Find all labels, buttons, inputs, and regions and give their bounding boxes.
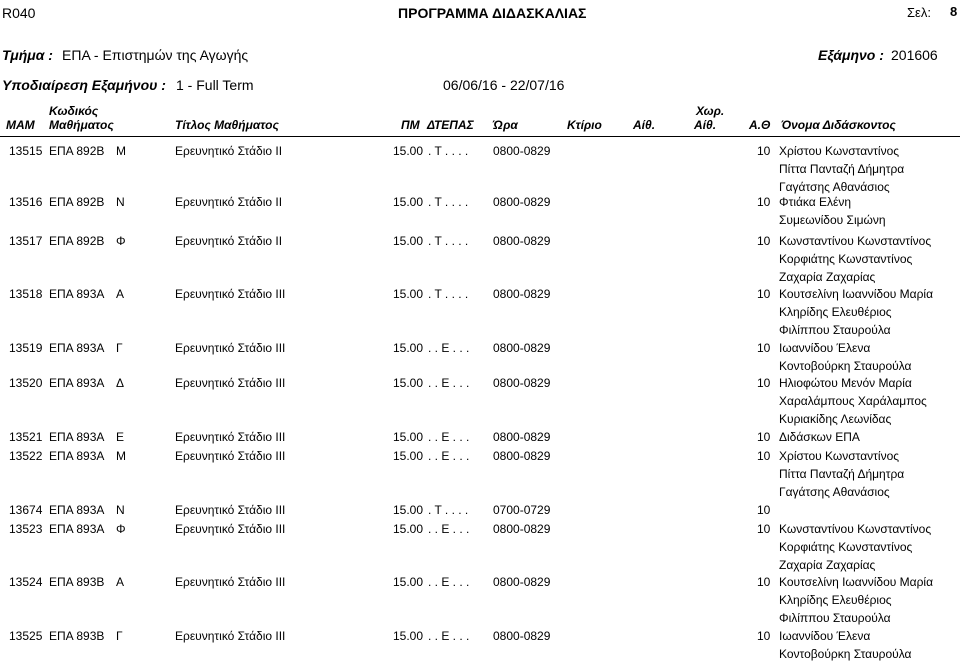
cell-capacity: 10: [757, 449, 771, 463]
cell-mam: 13525: [9, 629, 43, 643]
cell-teacher: Κορφιάτης Κωνσταντίνος: [779, 540, 913, 554]
cell-teacher: Κουτσελίνη Ιωαννίδου Μαρία: [779, 287, 934, 301]
cell-pm: 15.00: [393, 234, 424, 248]
cell-title: Ερευνητικό Στάδιο ΙΙΙ: [175, 629, 286, 643]
cell-teacher: Πίττα Πανταζή Δήμητρα: [779, 467, 905, 481]
cell-teacher: Κωνσταντίνου Κωνσταντίνος: [779, 234, 932, 248]
cell-teacher: Κληρίδης Ελευθέριος: [779, 593, 892, 607]
cell-section: Γ: [116, 629, 123, 643]
cell-title: Ερευνητικό Στάδιο ΙΙΙ: [175, 522, 286, 536]
table-row: [0, 195, 960, 227]
cell-teacher: Πίττα Πανταζή Δήμητρα: [779, 162, 905, 176]
cell-course-code: ΕΠΑ 893Α: [49, 522, 105, 536]
cell-pm: 15.00: [393, 341, 424, 355]
cell-teacher: Φιλίππου Σταυρούλα: [779, 323, 891, 337]
cell-teacher: Κοντοβούρκη Σταυρούλα: [779, 359, 912, 373]
col-capacity-top: Χωρ.: [696, 104, 725, 118]
cell-hour: 0800-0829: [493, 341, 551, 355]
cell-days: . . Ε . . .: [428, 575, 470, 589]
cell-title: Ερευνητικό Στάδιο ΙΙ: [175, 195, 283, 209]
cell-section: Α: [116, 287, 125, 301]
cell-mam: 13517: [9, 234, 43, 248]
cell-teacher: Χρίστου Κωνσταντίνος: [779, 144, 900, 158]
cell-days: . Τ . . . .: [428, 144, 469, 158]
cell-mam: 13516: [9, 195, 43, 209]
table-row: [0, 430, 960, 449]
cell-days: . . Ε . . .: [428, 629, 470, 643]
table-row: [0, 522, 960, 572]
cell-capacity: 10: [757, 575, 771, 589]
cell-pm: 15.00: [393, 503, 424, 517]
cell-pm: 15.00: [393, 575, 424, 589]
cell-days: . . Ε . . .: [428, 449, 470, 463]
cell-capacity: 10: [757, 341, 771, 355]
cell-pm: 15.00: [393, 629, 424, 643]
cell-days: . Τ . . . .: [428, 287, 469, 301]
cell-teacher: Ζαχαρία Ζαχαρίας: [779, 558, 876, 572]
subdivision-label: Υποδιαίρεση Εξαμήνου :: [2, 77, 166, 93]
cell-course-code: ΕΠΑ 892Β: [49, 144, 105, 158]
cell-capacity: 10: [757, 629, 771, 643]
cell-title: Ερευνητικό Στάδιο ΙΙΙ: [175, 287, 286, 301]
cell-course-code: ΕΠΑ 893Β: [49, 575, 105, 589]
cell-teacher: Χαραλάμπους Χαράλαμπος: [779, 394, 927, 408]
cell-pm: 15.00: [393, 287, 424, 301]
cell-title: Ερευνητικό Στάδιο ΙΙΙ: [175, 503, 286, 517]
cell-course-code: ΕΠΑ 893Α: [49, 376, 105, 390]
cell-teacher: Χρίστου Κωνσταντίνος: [779, 449, 900, 463]
cell-section: Ε: [116, 430, 125, 444]
col-hour: Ώρα: [493, 118, 518, 132]
cell-teacher: Ζαχαρία Ζαχαρίας: [779, 270, 876, 284]
cell-teacher: Κυριακίδης Λεωνίδας: [779, 412, 892, 426]
col-building: Κτίριο: [567, 118, 602, 132]
cell-teacher: Κορφιάτης Κωνσταντίνος: [779, 252, 913, 266]
col-teacher: Όνομα Διδάσκοντος: [781, 118, 896, 132]
cell-hour: 0800-0829: [493, 234, 551, 248]
cell-mam: 13518: [9, 287, 43, 301]
cell-section: Δ: [116, 376, 125, 390]
table-row: [0, 503, 960, 522]
col-days: ΔΤΕΠΑΣ: [427, 118, 474, 132]
cell-title: Ερευνητικό Στάδιο ΙΙΙ: [175, 341, 286, 355]
cell-teacher: Συμεωνίδου Σιμώνη: [779, 213, 886, 227]
cell-section: Φ: [116, 522, 126, 536]
table-row: [0, 629, 960, 661]
report-title: ΠΡΟΓΡΑΜΜΑ ΔΙΔΑΣΚΑΛΙΑΣ: [398, 5, 587, 21]
cell-teacher: Κοντοβούρκη Σταυρούλα: [779, 647, 912, 661]
semester-label: Εξάμηνο :: [818, 47, 884, 63]
cell-course-code: ΕΠΑ 893Β: [49, 629, 105, 643]
date-range: 06/06/16 - 22/07/16: [443, 77, 565, 93]
cell-section: Μ: [116, 144, 126, 158]
cell-section: Ν: [116, 503, 125, 517]
cell-days: . . Ε . . .: [428, 522, 470, 536]
col-ath: Α.Θ: [749, 118, 771, 132]
cell-course-code: ΕΠΑ 893Α: [49, 503, 105, 517]
cell-hour: 0800-0829: [493, 629, 551, 643]
cell-section: Φ: [116, 234, 126, 248]
cell-course-code: ΕΠΑ 893Α: [49, 449, 105, 463]
cell-mam: 13515: [9, 144, 43, 158]
cell-days: . . Ε . . .: [428, 376, 470, 390]
cell-hour: 0800-0829: [493, 449, 551, 463]
cell-capacity: 10: [757, 376, 771, 390]
table-row: [0, 575, 960, 625]
report-code: R040: [2, 5, 36, 21]
cell-mam: 13523: [9, 522, 43, 536]
col-title: Τίτλος Μαθήματος: [175, 118, 279, 132]
cell-mam: 13520: [9, 376, 43, 390]
cell-hour: 0800-0829: [493, 195, 551, 209]
cell-pm: 15.00: [393, 144, 424, 158]
cell-pm: 15.00: [393, 522, 424, 536]
table-row: [0, 341, 960, 373]
col-mam: MAM: [6, 118, 35, 132]
cell-teacher: Διδάσκων ΕΠΑ: [779, 430, 860, 444]
cell-teacher: Κουτσελίνη Ιωαννίδου Μαρία: [779, 575, 934, 589]
cell-section: Ν: [116, 195, 125, 209]
cell-teacher: Γαγάτσης Αθανάσιος: [779, 485, 890, 499]
cell-capacity: 10: [757, 287, 771, 301]
cell-hour: 0800-0829: [493, 522, 551, 536]
col-pm: ΠΜ: [401, 118, 420, 132]
cell-course-code: ΕΠΑ 893Α: [49, 287, 105, 301]
header-divider: [0, 136, 960, 137]
cell-days: . Τ . . . .: [428, 234, 469, 248]
cell-title: Ερευνητικό Στάδιο ΙΙΙ: [175, 430, 286, 444]
cell-days: . Τ . . . .: [428, 195, 469, 209]
page-label: Σελ:: [907, 5, 931, 20]
cell-days: . . Ε . . .: [428, 430, 470, 444]
cell-teacher: Ηλιοφώτου Μενόν Μαρία: [779, 376, 912, 390]
cell-pm: 15.00: [393, 449, 424, 463]
subdivision-value: 1 - Full Term: [176, 77, 254, 93]
cell-mam: 13522: [9, 449, 43, 463]
cell-capacity: 10: [757, 234, 771, 248]
col-capacity-bottom: Αίθ.: [694, 118, 717, 132]
cell-teacher: Κληρίδης Ελευθέριος: [779, 305, 892, 319]
col-code-top: Κωδικός: [49, 104, 99, 118]
cell-section: Μ: [116, 449, 126, 463]
cell-mam: 13674: [9, 503, 43, 517]
cell-hour: 0800-0829: [493, 430, 551, 444]
col-code-bottom: Μαθήματος: [49, 118, 114, 132]
cell-teacher: Ιωαννίδου Έλενα: [779, 341, 871, 355]
cell-capacity: 10: [757, 430, 771, 444]
cell-teacher: Γαγάτσης Αθανάσιος: [779, 180, 890, 194]
table-row: [0, 287, 960, 337]
department-value: ΕΠΑ - Επιστημών της Αγωγής: [62, 47, 249, 63]
table-row: [0, 234, 960, 284]
cell-mam: 13524: [9, 575, 43, 589]
cell-pm: 15.00: [393, 376, 424, 390]
cell-pm: 15.00: [393, 430, 424, 444]
cell-days: . Τ . . . .: [428, 503, 469, 517]
cell-hour: 0800-0829: [493, 144, 551, 158]
department-label: Τμήμα :: [2, 47, 53, 63]
cell-hour: 0800-0829: [493, 575, 551, 589]
page-number: 8: [950, 4, 958, 19]
cell-title: Ερευνητικό Στάδιο ΙΙΙ: [175, 376, 286, 390]
cell-days: . . Ε . . .: [428, 341, 470, 355]
cell-title: Ερευνητικό Στάδιο ΙΙ: [175, 144, 283, 158]
cell-section: Α: [116, 575, 125, 589]
table-row: [0, 376, 960, 426]
cell-hour: 0700-0729: [493, 503, 551, 517]
cell-title: Ερευνητικό Στάδιο ΙΙΙ: [175, 575, 286, 589]
cell-capacity: 10: [757, 522, 771, 536]
cell-capacity: 10: [757, 195, 771, 209]
table-row: [0, 144, 960, 194]
cell-teacher: Φτιάκα Ελένη: [779, 195, 852, 209]
col-room: Αίθ.: [633, 118, 656, 132]
cell-section: Γ: [116, 341, 123, 355]
semester-value: 201606: [891, 47, 938, 63]
cell-teacher: Κωνσταντίνου Κωνσταντίνος: [779, 522, 932, 536]
cell-capacity: 10: [757, 144, 771, 158]
cell-title: Ερευνητικό Στάδιο ΙΙΙ: [175, 449, 286, 463]
cell-mam: 13519: [9, 341, 43, 355]
cell-teacher: Φιλίππου Σταυρούλα: [779, 611, 891, 625]
cell-mam: 13521: [9, 430, 43, 444]
cell-hour: 0800-0829: [493, 376, 551, 390]
cell-course-code: ΕΠΑ 893Α: [49, 341, 105, 355]
cell-course-code: ΕΠΑ 892Β: [49, 195, 105, 209]
table-row: [0, 449, 960, 499]
cell-teacher: Ιωαννίδου Έλενα: [779, 629, 871, 643]
cell-capacity: 10: [757, 503, 771, 517]
cell-course-code: ΕΠΑ 892Β: [49, 234, 105, 248]
cell-course-code: ΕΠΑ 893Α: [49, 430, 105, 444]
cell-title: Ερευνητικό Στάδιο ΙΙ: [175, 234, 283, 248]
cell-hour: 0800-0829: [493, 287, 551, 301]
cell-pm: 15.00: [393, 195, 424, 209]
